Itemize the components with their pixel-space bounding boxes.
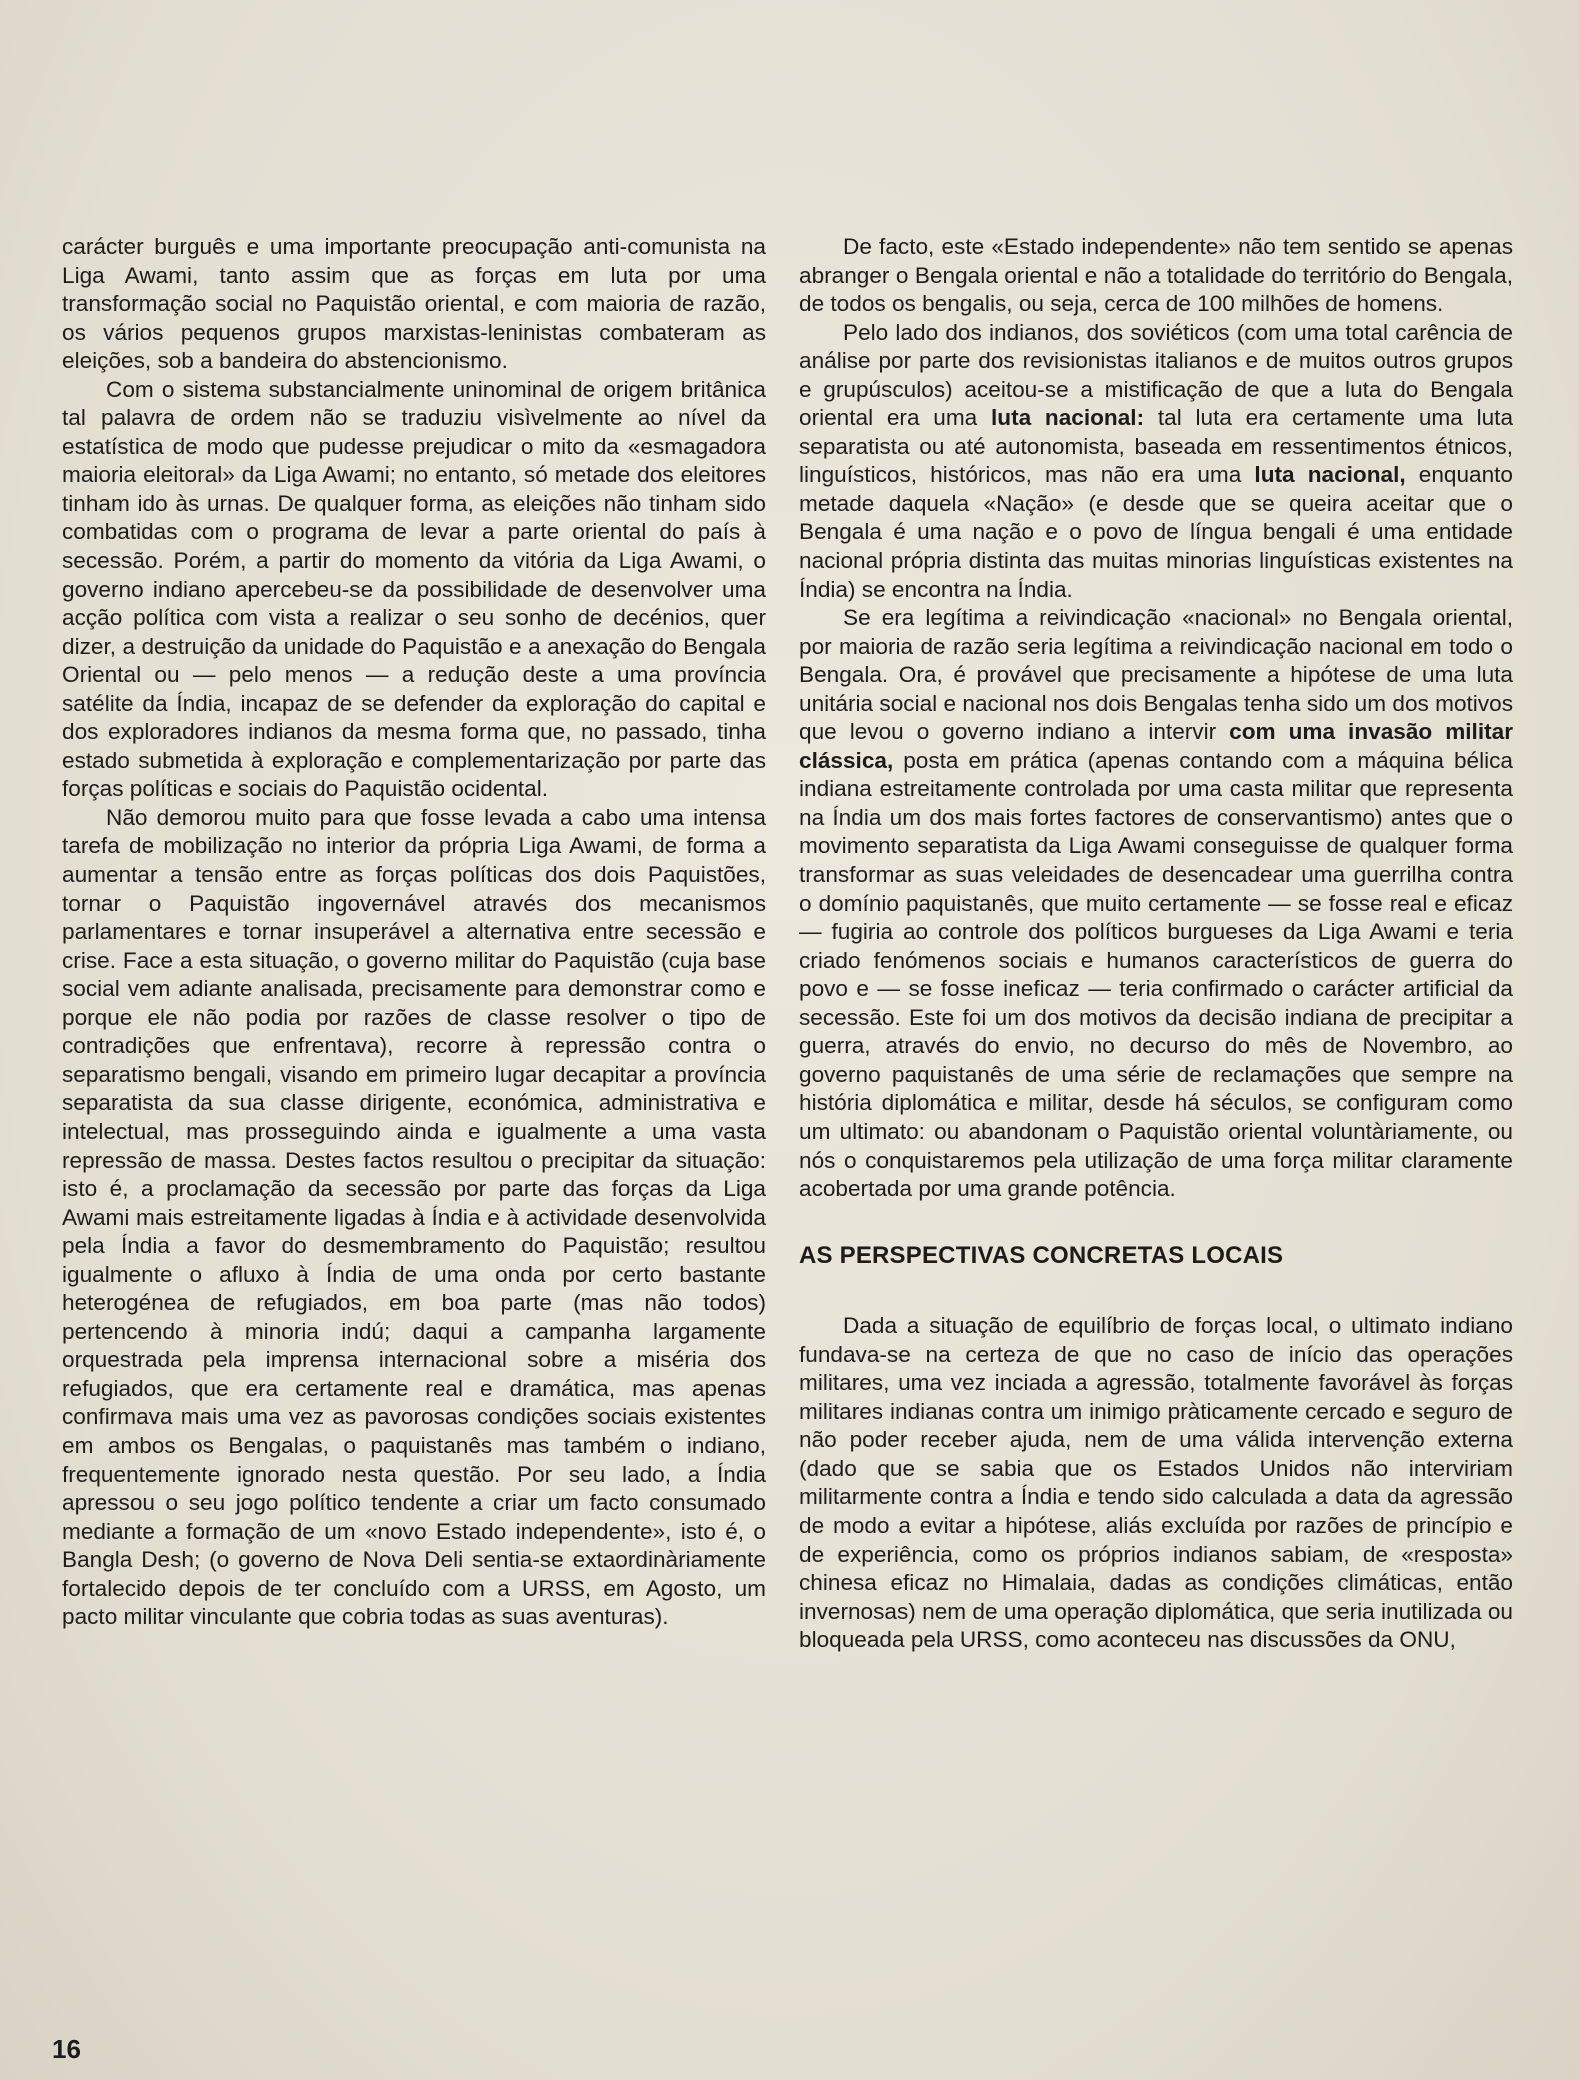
paragraph xyxy=(799,319,1513,604)
paragraph xyxy=(799,604,1513,1203)
text-span: tal luta era certamente uma luta separatista ou até autonomista, baseada em ressentimentos étnicos, linguísticos, históricos, mas não era uma xyxy=(799,405,1514,488)
text-span: posta em prática (apenas contando com a máquina bélica indiana estreitamente controlada por uma casta militar que representa na Índia um dos mais fortes factores de conservantismo) antes que o movimento separatista da Liga Awami conseguisse de qualquer forma transformar as suas veleidades de desencadear uma guerrilha contra o domínio paquistanês, que muito certamente — se fosse real e eficaz — fugiria ao controle dos políticos burgueses da Liga Awami e teria criado fenómenos sociais e humanos característicos de guerra do povo e — se fosse ineficaz — teria confirmado o carácter artificial da secessão. Este foi um dos motivos da decisão indiana de precipitar a guerra, através do envio, no decurso do mês de Novembro, ao governo paquistanês de uma série de reclamações que sempre na história diplomática e militar, desde há séculos, se configuram como um ultimato: ou abandonam o Paquistão oriental voluntàriamente, ou nós o conquistaremos pela utilização de uma força militar claramente acobertada por uma grande potência. xyxy=(799,747,1513,1202)
paragraph: carácter burguês e uma importante preocupação anti-comunista na Liga Awami, tanto assim que as forças em luta por uma transformação social no Paquistão oriental, e com maioria de razão, os vários pequenos grupos marxistas-leninistas combateram as eleições, sob a bandeira do abstencionismo. xyxy=(62,234,766,374)
paragraph: Não demorou muito para que fosse levada a cabo uma intensa tarefa de mobilização no interior da própria Liga Awami, de forma a aumentar a tensão entre as forças políticas dos dois Paquistões, tornar o Paquistão ingovernável através dos mecanismos parlamentares e tornar insuperável a alternativa entre secessão e crise. Face a esta situação, o governo militar do Paquistão (cuja base social vem adiante analisada, precisamente para demonstrar como e porque ele não podia por razões de classe resolver o tipo de contradições que enfrentava), recorre à repressão contra o separatismo bengali, visando em primeiro lugar decapitar a província separatista da sua classe dirigente, económica, administrativa e intelectual, mas prosseguindo ainda e igualmente a uma vasta repressão de massa. Destes factos resultou o precipitar da situação: isto é, a proclamação da secessão por parte das forças da Liga Awami mais estreitamente ligadas à Índia e à actividade desenvolvida pela Índia a favor do desmembramento do Paquistão; resultou igualmente o afluxo à Índia de uma onda por certo bastante heterogénea de refugiados, em boa parte (mas não todos) pertencendo à minoria indú; daqui a campanha largamente orquestrada pela imprensa internacional sobre a miséria dos refugiados, que era certamente real e dramática, mas apenas confirmava mais uma vez as pavorosas condições sociais existentes em ambos os Bengalas, o paquistanês mas também o indiano, frequentemente ignorado nesta questão. Por seu lado, a Índia apressou o seu jogo político tendente a criar um facto consumado mediante a formação de um «novo Estado independente», isto é, o Bangla Desh; (o governo de Nova Deli sentia-se extaordinàriamente fortalecido depois de ter concluído com a URSS, em Agosto, um pacto militar vinculante que cobria todas as suas aventuras). xyxy=(62,804,766,1630)
paragraph: Dada a situação de equilíbrio de forças local, o ultimato indiano fundava-se na certeza de que no caso de início das operações militares, uma vez inciada a agressão, totalmente favorável às forças militares indianas contra um inimigo pràticamente cercado e seguro de não poder receber ajuda, nem de uma válida intervenção externa (dado que se sabia que os Estados Unidos não interviriam militarmente contra a Índia e tendo sido calculada a data da agressão de modo a evitar a hipótese, aliás excluída por razões de princípio e de experiência, como os próprios indianos sabiam, de «resposta» chinesa eficaz no Himalaia, dadas as condições climáticas, então invernosas) nem de uma operação diplomática, que seria inutilizada ou bloqueada pela URSS, como aconteceu nas discussões da ONU, xyxy=(799,1313,1513,1653)
section-heading: AS PERSPECTIVAS CONCRETAS LOCAIS xyxy=(799,1241,1284,1269)
emphasis-text: com uma invasão militar clássica, xyxy=(799,719,1513,773)
page-number: 16 xyxy=(52,2034,81,2064)
text-span: Se era legítima a reivindicação «nacional» no Bengala oriental, por maioria de razão seria legítima a reivindicação nacional em todo o Bengala. Ora, é provável que precisamente a hipótese de uma luta unitária social e nacional nos dois Bengalas tenha sido um dos motivos que levou o governo indiano a intervir xyxy=(799,605,1513,745)
emphasis-text: luta nacional: xyxy=(991,405,1145,431)
text-span: Pelo lado dos indianos, dos soviéticos (com uma total carência de análise por parte dos revisionistas italianos e de muitos outros grupos e grupúsculos) aceitou-se a mistificação de que a luta do Bengala oriental era uma xyxy=(799,319,1513,431)
emphasis-text: luta nacional, xyxy=(1254,462,1406,488)
text-span: enquanto metade daquela «Nação» (e desde que se queira aceitar que o Bengala é uma nação e o povo de língua bengali é uma entidade nacional própria distinta das muitas minorias linguísticas existentes na Índia) se encontra na Índia. xyxy=(799,462,1513,602)
paragraph: Com o sistema substancialmente uninominal de origem britânica tal palavra de ordem não se traduziu visìvelmente ao nível da estatística de modo que pudesse prejudicar o mito da «esmagadora maioria eleitoral» da Liga Awami; no entanto, só metade dos eleitores tinham ido às urnas. De qualquer forma, as eleições não tinham sido combatidas com o programa de levar a parte oriental do país à secessão. Porém, a partir do momento da vitória da Liga Awami, o governo indiano apercebeu-se da possibilidade de desenvolver uma acção política com vista a realizar o seu sonho de decénios, quer dizer, a destruição da unidade do Paquistão e a anexação do Bengala Oriental ou — pelo menos — a redução deste a uma província satélite da Índia, incapaz de se defender da exploração do capital e dos exploradores indianos da mesma forma que, no passado, tinha estado submetida à exploração e complementarização por parte das forças políticas e sociais do Paquistão ocidental. xyxy=(62,376,766,802)
left-column xyxy=(62,233,766,1632)
paragraph: De facto, este «Estado independente» não tem sentido se apenas abranger o Bengala oriental e não a totalidade do território do Bengala, de todos os bengalis, ou seja, cerca de 100 milhões de homens. xyxy=(799,234,1513,317)
right-column xyxy=(799,233,1513,1655)
